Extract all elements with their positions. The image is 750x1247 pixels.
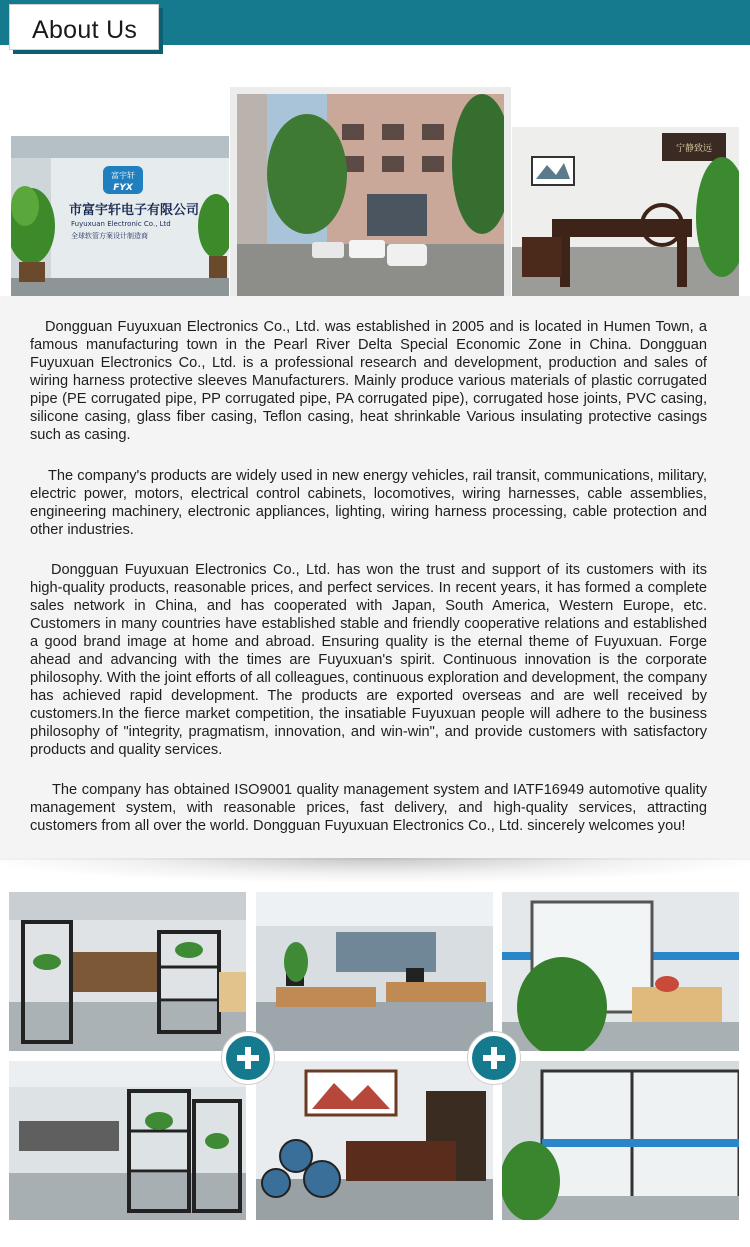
office-photo-4: [9, 1061, 246, 1220]
expand-plus-button-1[interactable]: [222, 1032, 274, 1084]
photo-company-sign: [11, 136, 229, 296]
paragraph-applications: The company's products are widely used in new energy vehicles, rail transit, communications, military, electric power, motors, electrical control cabinets, locomotives, wiring harnesses, cable assemblies, engineering machinery, electronic appliances, lighting, wiring harness processing, cable protection and other industries.: [30, 468, 707, 538]
title-tab: [9, 4, 159, 50]
plaque-text: 宁静致远: [675, 144, 713, 154]
office-photo-1: [9, 892, 246, 1051]
expand-plus-button-2[interactable]: [468, 1032, 520, 1084]
paragraph-market: Dongguan Fuyuxuan Electronics Co., Ltd. has won the trust and support of its customers with its high-quality products, reasonable prices, and perfect services. In recent years, it has formed a complete sales network in China, and has cooperated with Japan, South America, Western Europe, etc. Customers in many countries have established stable and friendly cooperative relations and established a good brand image at home and abroad. Ensuring quality is the eternal theme of Fuyuxuan. Forge ahead and advancing with the times are Fuyuxuan's spirit. Continuous innovation is the corporate philosophy. With the joint efforts of all colleagues, continuous exploration and development, the company has achieved rapid development. The products are exported overseas and are well received by customers.In the fierce market competition, the insatiable Fuyuxuan people will adhere to the business philosophy of "integrity, pragmatism, innovation, and win-win", and provide customers with satisfactory products and quality services.: [30, 562, 707, 758]
panel-shadow: [0, 858, 750, 882]
sign-brand-en: FYX: [113, 183, 133, 193]
office-photo-2: [256, 892, 493, 1051]
sign-company-cn: 市富宇轩电子有限公司: [69, 203, 200, 218]
sign-brand-cn: 富宇轩: [111, 171, 135, 180]
office-photo-3: [502, 892, 739, 1051]
page-title: About Us: [32, 16, 138, 44]
photo-tea-room: [512, 127, 739, 296]
sign-slogan-cn: 全球软管方案设计制造商: [71, 232, 148, 240]
paragraph-intro: Dongguan Fuyuxuan Electronics Co., Ltd. was established in 2005 and is located in Humen Town, a famous manufacturing town in the Pearl River Delta Special Economic Zone in China. Dongguan Fuyuxuan Electronics Co., Ltd. is a professional research and development, production and sales of wiring harness protective sleeves Manufacturers. Mainly produce various materials of plastic corrugated pipe (PE corrugated pipe, PP corrugated pipe, PA corrugated pipe), corrugated hose joints, PVC casing, silicone casing, glass fiber casing, Teflon casing, heat shrinkable Various insulating protective casings such as casing.: [30, 319, 707, 443]
office-photo-5: [256, 1061, 493, 1220]
paragraph-certification: The company has obtained ISO9001 quality management system and IATF16949 automotive quality management system, with reasonable prices, fast delivery, and high-quality services, attracting customers from all over the world. Dongguan Fuyuxuan Electronics Co., Ltd. sincerely welcomes you!: [30, 782, 707, 834]
sign-company-en: Fuyuxuan Electronic Co., Ltd: [71, 220, 171, 228]
photo-building: [237, 94, 504, 296]
office-photo-6: [502, 1061, 739, 1220]
